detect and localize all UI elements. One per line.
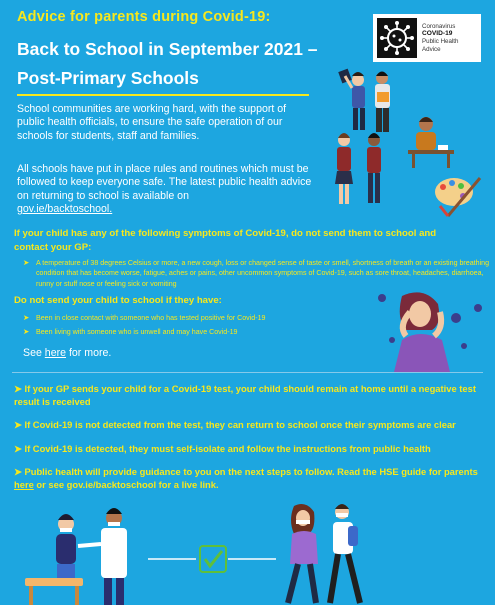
logo-line-1: Coronavirus bbox=[422, 22, 456, 30]
chevron-right-icon: ➤ bbox=[14, 383, 25, 394]
logo-line-2: COVID-19 bbox=[422, 30, 453, 38]
virus-icon bbox=[377, 18, 417, 58]
student-with-book-icon bbox=[338, 69, 365, 130]
contact-bullet-1-text: Been in close contact with someone who has tested positive for Covid-19 bbox=[36, 314, 266, 322]
guidance-item-4-suffix: or see gov.ie/backtoschool for a live link. bbox=[33, 479, 219, 491]
uniformed-students-icon bbox=[335, 133, 381, 204]
section-divider bbox=[12, 372, 483, 373]
logo-line-4: Advice bbox=[422, 45, 441, 53]
person-with-headache-icon bbox=[394, 292, 450, 372]
see-prefix: See bbox=[23, 347, 45, 359]
hse-guide-link[interactable]: here bbox=[14, 479, 34, 491]
logo-line-3: Public Health bbox=[422, 38, 459, 45]
see-more-line bbox=[23, 347, 111, 359]
walking-people-icon bbox=[288, 504, 360, 603]
guidance-item-1-text: If your GP sends your child for a Covid-19 test, your child should remain at home until a negative test result is received bbox=[14, 383, 476, 408]
chevron-right-icon: ➤ bbox=[23, 313, 30, 322]
doctor-patient-icon bbox=[25, 508, 127, 605]
symptoms-heading: If your child has any of the following symptoms of Covid-19, do not send them to school and contact your GP: bbox=[14, 228, 437, 253]
intro-paragraph-2 bbox=[17, 163, 317, 217]
sick-person-illustration bbox=[372, 288, 490, 372]
guidance-item-4 bbox=[14, 465, 484, 491]
teacher-at-desk-icon bbox=[408, 117, 454, 168]
chevron-right-icon: ➤ bbox=[14, 419, 25, 430]
guidance-item-4-text: Public health will provide guidance to you on the next steps to follow. Read the HSE guide for parents bbox=[24, 466, 478, 477]
title-underline bbox=[17, 94, 309, 96]
chevron-right-icon: ➤ bbox=[14, 443, 25, 454]
check-mark-icon bbox=[148, 546, 276, 572]
title-line-2: Post-Primary Schools bbox=[17, 68, 199, 88]
chevron-right-icon: ➤ bbox=[14, 466, 25, 477]
symptoms-bullet-text: A temperature of 38 degrees Celsius or more, a new cough, loss or changed sense of taste or smell, shortness of breath or an existing breathing condition that has become worse, fatigue, aches or pains, other uncommon symptoms of Covid-19, such as sore throat, headaches, diarrhoea, runny or stuff nose or feeling sick or vomiting bbox=[36, 259, 490, 288]
guidance-item-2 bbox=[14, 418, 489, 431]
contact-heading: Do not send your child to school if they have: bbox=[14, 295, 222, 306]
covid-advice-logo bbox=[373, 14, 481, 62]
see-here-link[interactable]: here bbox=[44, 347, 66, 359]
see-suffix: for more. bbox=[66, 347, 112, 359]
symptoms-bullet bbox=[23, 258, 491, 289]
title-line-1: Back to School in September 2021 – bbox=[17, 39, 318, 59]
page-kicker: Advice for parents during Covid-19: bbox=[17, 9, 271, 25]
guidance-item-1 bbox=[14, 382, 484, 408]
backtoschool-link[interactable]: gov.ie/backtoschool. bbox=[17, 203, 113, 216]
bottom-illustration bbox=[0, 500, 495, 605]
contact-bullet-2 bbox=[23, 327, 323, 337]
contact-bullet-1 bbox=[23, 313, 323, 323]
intro-paragraph-1: School communities are working hard, with the support of public health officials, to ensure the safe operation of our schools for students, staff and families. bbox=[17, 103, 287, 142]
students-illustration bbox=[330, 66, 495, 226]
intro-paragraph-2-text: All schools have put in place rules and routines which must be followed to keep everyone safe. The latest public health advice on returning to school is available on bbox=[17, 163, 312, 202]
guidance-item-3-text: If Covid-19 is detected, they must self-isolate and follow the instructions from public health bbox=[24, 443, 431, 454]
page-title bbox=[17, 35, 377, 93]
logo-text bbox=[422, 23, 458, 53]
guidance-item-3 bbox=[14, 442, 489, 455]
contact-bullet-2-text: Been living with someone who is unwell and may have Covid-19 bbox=[36, 328, 238, 336]
guidance-item-2-text: If Covid-19 is not detected from the test, they can return to school once their symptoms are clear bbox=[24, 419, 456, 430]
student-with-folder-icon bbox=[375, 72, 390, 133]
chevron-right-icon: ➤ bbox=[23, 327, 30, 336]
chevron-right-icon: ➤ bbox=[23, 258, 30, 267]
paint-palette-icon bbox=[435, 178, 480, 216]
